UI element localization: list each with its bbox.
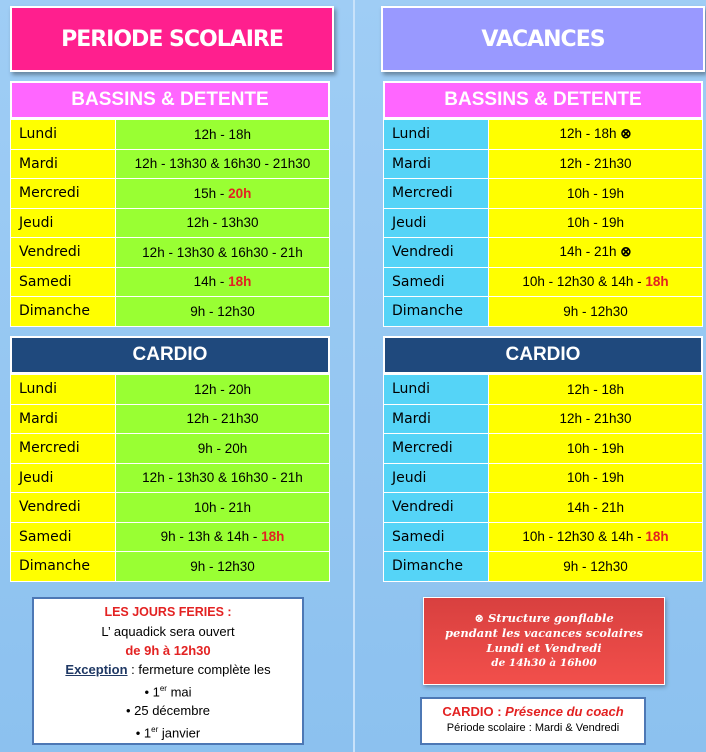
- coach-label: CARDIO :: [442, 704, 506, 719]
- schedule-row: [384, 297, 703, 327]
- day-cell: Dimanche: [384, 297, 489, 327]
- scolaire-cardio-block: [10, 336, 330, 582]
- hours-text: 12h - 21h30: [559, 411, 632, 427]
- hours-cell: [489, 522, 703, 552]
- schedule-row: [384, 238, 703, 268]
- day-cell: Samedi: [384, 522, 489, 552]
- holiday-item-text: • 1: [135, 725, 152, 741]
- hours-text: 12h - 20h: [193, 381, 252, 397]
- hours-text: 10h - 21h: [193, 499, 252, 515]
- schedule-row: [384, 434, 703, 464]
- cardio-coach-notice: [420, 697, 646, 745]
- schedule-row: [11, 179, 330, 209]
- schedule-row: [11, 522, 330, 552]
- day-cell: Samedi: [384, 267, 489, 297]
- schedule-row: [11, 463, 330, 493]
- hours-cell: [116, 493, 330, 523]
- hours-cell: [489, 404, 703, 434]
- schedule-row: [11, 238, 330, 268]
- hours-text: 9h - 12h30: [190, 558, 255, 574]
- schedule-row: [384, 552, 703, 582]
- hours-cell: [489, 267, 703, 297]
- hours-text: 12h - 21h30: [186, 411, 259, 427]
- schedule-row: [384, 493, 703, 523]
- scolaire-cardio-title: CARDIO: [10, 336, 330, 374]
- hours-cell: [489, 434, 703, 464]
- hours-cell: [116, 434, 330, 464]
- schedule-row: [384, 375, 703, 405]
- schedule-row: [384, 404, 703, 434]
- vacances-header: VACANCES: [381, 6, 705, 72]
- hours-text: 10h - 19h: [566, 185, 625, 201]
- hours-text: 10h - 19h: [566, 215, 625, 231]
- hours-cell: [116, 404, 330, 434]
- scolaire-bassins-block: [10, 81, 330, 327]
- hours-cell: [116, 267, 330, 297]
- coach-label-em: Présence du coach: [505, 704, 624, 719]
- schedule-row: [11, 552, 330, 582]
- day-cell: Samedi: [11, 267, 116, 297]
- schedule-row: [384, 179, 703, 209]
- gonflable-line3: Lundi et Vendredi: [486, 641, 602, 655]
- hours-text: 9h - 20h: [197, 440, 248, 456]
- hours-text: 10h - 19h: [566, 440, 625, 456]
- day-cell: Lundi: [11, 120, 116, 150]
- hours-text: 12h - 13h30 & 16h30 - 21h: [142, 244, 303, 260]
- inflatable-marker-icon: ⊗: [620, 244, 632, 260]
- hours-text: 15h -: [193, 185, 229, 201]
- hours-cell: [489, 552, 703, 582]
- hours-text: 14h - 21h: [566, 499, 625, 515]
- vacances-cardio-table: [383, 374, 703, 582]
- holiday-item: • 25 décembre: [125, 703, 211, 719]
- hours-text: 10h - 12h30 & 14h -: [522, 274, 646, 290]
- schedule-row: [11, 297, 330, 327]
- hours-cell: [489, 375, 703, 405]
- hours-text: 10h - 12h30 & 14h -: [522, 529, 646, 545]
- holiday-item: [34, 720, 302, 742]
- jours-feries-title: LES JOURS FERIES :: [104, 605, 232, 619]
- holiday-item: [34, 679, 302, 701]
- periode-scolaire-header: PERIODE SCOLAIRE: [10, 6, 334, 72]
- hours-cell: [489, 238, 703, 268]
- day-cell: Mercredi: [11, 179, 116, 209]
- hours-highlight: 18h: [645, 274, 669, 290]
- exception-text: : fermeture complète les: [127, 662, 271, 677]
- scolaire-bassins-title: BASSINS & DETENTE: [10, 81, 330, 119]
- day-cell: Vendredi: [384, 238, 489, 268]
- exception-label: Exception: [65, 662, 128, 677]
- day-cell: Lundi: [384, 120, 489, 150]
- schedule-row: [11, 267, 330, 297]
- hours-text: 12h - 18h: [566, 381, 625, 397]
- vacances-bassins-block: [383, 81, 703, 327]
- hours-text: 14h -: [193, 274, 229, 290]
- hours-cell: [116, 375, 330, 405]
- hours-cell: [489, 208, 703, 238]
- holiday-item-sup: er: [159, 684, 167, 693]
- day-cell: Jeudi: [11, 463, 116, 493]
- day-cell: Vendredi: [11, 493, 116, 523]
- schedule-row: [11, 120, 330, 150]
- day-cell: Vendredi: [384, 493, 489, 523]
- day-cell: Mercredi: [384, 179, 489, 209]
- schedule-row: [11, 493, 330, 523]
- hours-cell: [116, 179, 330, 209]
- hours-cell: [116, 149, 330, 179]
- day-cell: Lundi: [11, 375, 116, 405]
- day-cell: Mardi: [11, 149, 116, 179]
- day-cell: Lundi: [384, 375, 489, 405]
- day-cell: Jeudi: [384, 208, 489, 238]
- hours-text: 9h - 12h30: [563, 303, 628, 319]
- hours-cell: [489, 120, 703, 150]
- gonflable-line2: pendant les vacances scolaires: [445, 626, 643, 640]
- holiday-item-sup: er: [151, 725, 159, 735]
- hours-text: 10h - 19h: [566, 470, 625, 486]
- hours-text: 9h - 13h & 14h -: [160, 529, 262, 545]
- vacances-bassins-table: [383, 119, 703, 327]
- schedule-row: [11, 404, 330, 434]
- scolaire-cardio-table: [10, 374, 330, 582]
- hours-text: 12h - 18h: [559, 126, 621, 142]
- schedule-row: [11, 149, 330, 179]
- gonflable-line4: de 14h30 à 16h00: [491, 657, 597, 669]
- day-cell: Mardi: [384, 149, 489, 179]
- jours-feries-notice: [32, 597, 304, 745]
- day-cell: Dimanche: [11, 552, 116, 582]
- schedule-row: [384, 267, 703, 297]
- schedule-row: [11, 375, 330, 405]
- hours-text: 12h - 13h30 & 16h30 - 21h: [142, 470, 303, 486]
- gonflable-line1: ⊗ Structure gonflable: [474, 611, 614, 625]
- hours-highlight: 18h: [228, 274, 252, 290]
- vacances-cardio-title: CARDIO: [383, 336, 703, 374]
- day-cell: Mardi: [11, 404, 116, 434]
- schedule-row: [384, 120, 703, 150]
- day-cell: Mercredi: [384, 434, 489, 464]
- day-cell: Samedi: [11, 522, 116, 552]
- hours-text: 12h - 13h30 & 16h30 - 21h30: [134, 156, 311, 172]
- hours-cell: [116, 552, 330, 582]
- hours-cell: [116, 208, 330, 238]
- vacances-bassins-title: BASSINS & DETENTE: [383, 81, 703, 119]
- hours-cell: [116, 238, 330, 268]
- day-cell: Vendredi: [11, 238, 116, 268]
- hours-text: 12h - 18h: [193, 126, 252, 142]
- hours-cell: [489, 179, 703, 209]
- hours-cell: [489, 493, 703, 523]
- hours-cell: [116, 522, 330, 552]
- day-cell: Mercredi: [11, 434, 116, 464]
- holiday-item-text: • 1: [144, 684, 160, 700]
- hours-highlight: 18h: [261, 529, 285, 545]
- day-cell: Jeudi: [11, 208, 116, 238]
- exception-line: [34, 660, 302, 679]
- day-cell: Dimanche: [11, 297, 116, 327]
- schedule-row: [11, 434, 330, 464]
- schedule-row: [11, 208, 330, 238]
- hours-cell: [489, 463, 703, 493]
- jours-feries-line1: L’ aquadick sera ouvert: [101, 624, 235, 639]
- coach-line2: Période scolaire : Mardi & Vendredi: [446, 722, 620, 734]
- schedule-row: [384, 208, 703, 238]
- day-cell: Jeudi: [384, 463, 489, 493]
- holiday-item-text: janvier: [158, 725, 201, 741]
- hours-cell: [116, 120, 330, 150]
- day-cell: Mardi: [384, 404, 489, 434]
- hours-text: 12h - 13h30: [186, 215, 259, 231]
- hours-text: 14h - 21h: [559, 244, 621, 260]
- hours-cell: [116, 463, 330, 493]
- hours-text: 9h - 12h30: [563, 558, 628, 574]
- schedule-row: [384, 522, 703, 552]
- hours-text: 9h - 12h30: [190, 303, 255, 319]
- holiday-item-text: mai: [166, 684, 192, 700]
- jours-feries-hours: de 9h à 12h30: [125, 643, 211, 658]
- scolaire-bassins-table: [10, 119, 330, 327]
- hours-cell: [489, 149, 703, 179]
- schedule-row: [384, 463, 703, 493]
- schedule-row: [384, 149, 703, 179]
- inflatable-marker-icon: ⊗: [620, 126, 632, 142]
- hours-highlight: 18h: [645, 529, 669, 545]
- hours-cell: [489, 297, 703, 327]
- day-cell: Dimanche: [384, 552, 489, 582]
- structure-gonflable-notice: [423, 597, 665, 685]
- vacances-cardio-block: [383, 336, 703, 582]
- coach-line1: [422, 704, 644, 719]
- hours-highlight: 20h: [228, 185, 252, 201]
- hours-cell: [116, 297, 330, 327]
- hours-text: 12h - 21h30: [559, 156, 632, 172]
